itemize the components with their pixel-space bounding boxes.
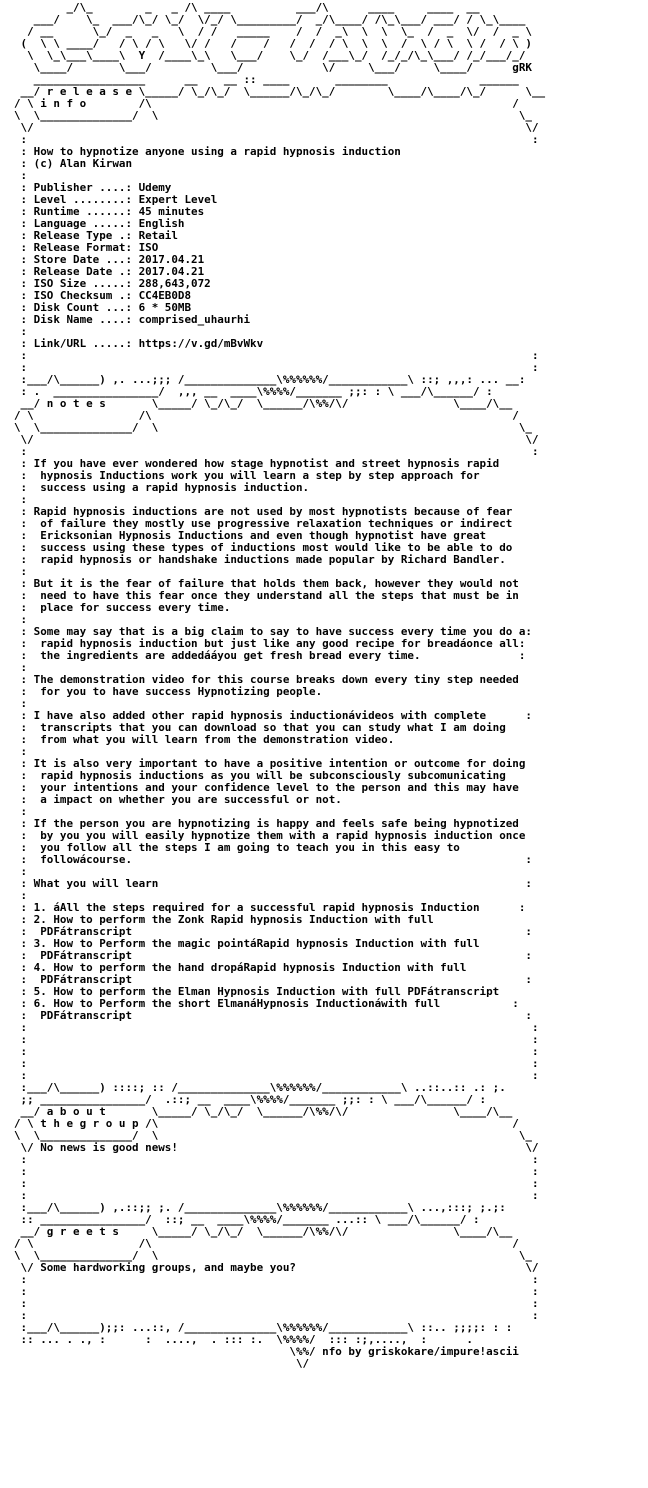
nfo-text-block: _/\_ _ _ /\ ____ ___/\ ____ ____ __ ___/ \_ ___/\_/ \_/ \/_/ \_________/ _/\____/ /\_\___/ ___/ / \_\____ / __ \_/ _ _ \ / / _____ / / _\ \ \ \_ / _ \/ / _ \ ( \ \ ____/ / \ / \ \/ / / / / / / \ \ \ / \ / \ \ / / \ ) \ \_\___\____\ Y /____\_\ \___/ \_/ /___\_/ /_/_/\_\___/ /_/___/_/ \____/ \___/ \___/ \/ \___/ \____/ gRK _________________ __ __ :: ____ ________ ______ __/ r e l e a s e \_____/ \_/\_/ \______/\_/\_/ \____/\____/\_/ \__ / \ i n f o /\ / \ \______________/ \ \_ \/ \/ : : : How to hypnotize anyone using a rapid hypnosis induction : (c) Alan Kirwan : : Publisher ....: Udemy : Level ........: Expert Level : Runtime ......: 45 minutes : Language .....: English : Release Type .: Retail : Release Format: ISO : Store Date ...: 2017.04.21 : Release Date .: 2017.04.21 : ISO Size .....: 288,643,072 : ISO Checksum .: CC4EB0D8 : Disk Count ...: 6 * 50MB : Disk Name ....: comprised_uhaurhi : : Link/URL .....: https://v.gd/mBvWkv : : : : :___/\______) ,. ...;;; /______________\%%%%%%/____________\ ::; ,,,: ... __: : . ________________/ ,,, __ ____\%%%%/_______ ;;: : \ ___/\______/ : __/ n o t e s \_____/ \_/\_/ \______/\%%/\/ \____/\__ / \ /\ / \ \______________/ \ \_ \/ \/ : : : If you have ever wondered how stage hypnotist and street hypnosis rapid : hypnosis Inductions work you will learn a step by step approach for : success using a rapid hypnosis induction. : : Rapid hypnosis inductions are not used by most hypnotists because of fear : of failure they mostly use progressive relaxation techniques or indirect : Ericksonian Hypnosis Inductions and even though hypnotist have great : success using these types of inductions most would like to be able to do : rapid hypnosis or handshake inductions made popular by Richard Bandler. : : But it is the fear of failure that holds them back, however they would not : need to have this fear once they understand all the steps that must be in : place for success every time. : : Some may say that is a big claim to say to have success every time you do a: : rapid hypnosis induction but just like any good recipe for breadáonce all: : the ingredients are addedááyou get fresh bread every time. : : : The demonstration video for this course breaks down every tiny step needed : for you to have success Hypnotizing people. : : I have also added other rapid hypnosis inductionávideos with complete : : transcripts that you can download so that you can study what I am doing : from what you will learn from the demonstration video. : : It is also very important to have a positive intention or outcome for doing : rapid hypnosis inductions as you will be subconsciously subcomunicating : your intentions and your confidence level to the person and this may have : a impact on whether you are successful or not. : : If the person you are hypnotizing is happy and feels safe being hypnotized : by you you will easily hypnotize them with a rapid hypnosis induction once : you follow all the steps I am going to teach you in this easy to : followácourse. : : : What you will learn : : : 1. áAll the steps required for a successful rapid hypnosis Induction : : 2. How to perform the Zonk Rapid hypnosis Induction with full : PDFátranscript : : 3. How to Perform the magic pointáRapid hypnosis Induction with full : PDFátranscript : : 4. How to perform the hand dropáRapid hypnosis Induction with full : PDFátranscript : : 5. How to perform the Elman Hypnosis Induction with full PDFátranscript : 6. How to Perform the short ElmanáHypnosis Inductionáwith full : : PDFátranscript : : : : : : : : : : : :___/\______) ::::; :: /______________\%%%%%%/____________\ ..::..:: .: ;. ;; ________________/ .::; __ ____\%%%%/_______ ;;: : \ ___/\______/ : __/ a b o u t \_____/ \_/\_/ \______/\%%/\/ \____/\__ / \ t h e g r o u p /\ / \ \______________/ \ \_ \/ No news is good news! \/ : : : : : : : : :___/\______) ,.::;; ;. /______________\%%%%%%/____________\ ...,:::; ;.;: :: ________________/ ::; __ ____\%%%%/_______ ...:: \ ___/\______/ : __/ g r e e t s \_____/ \_/\_/ \______/\%%/\/ \____/\__ / \ /\ / \ \______________/ \ \_ \/ Some hardworking groups, and maybe you? \/ : : : : : : : : :___/\______);;: ...::, /______________\%%%%%%/____________\ ::.. ;;;;: : : :: ... . ., : : ...., . ::: :. \%%%%/ ::: :;,...., : . \%%/ nfo by griskokare/impure!ascii \/ — [14, 1, 546, 1370]
